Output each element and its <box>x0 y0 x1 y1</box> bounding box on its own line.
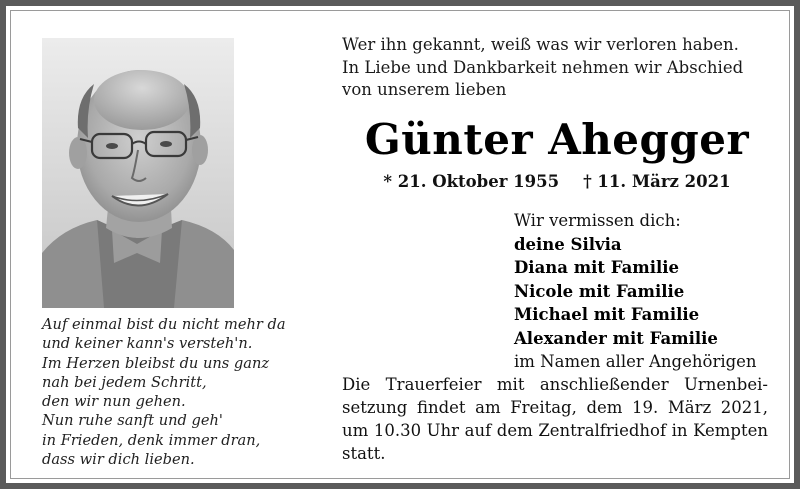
funeral-line: statt. <box>342 444 386 463</box>
portrait-photo <box>42 38 234 308</box>
portrait-illustration <box>42 38 234 308</box>
poem-line: Im Herzen bleibst du uns ganz <box>42 354 270 372</box>
death-date: † 11. März 2021 <box>583 172 731 191</box>
mourners-intro: Wir vermissen dich: <box>514 211 681 230</box>
mourner-name: Michael mit Familie <box>514 305 700 324</box>
intro-text <box>342 34 772 102</box>
mourners-closing: im Namen aller Angehörigen <box>514 352 757 371</box>
life-dates <box>342 171 772 193</box>
deceased-name: Günter Ahegger <box>364 115 750 164</box>
funeral-line: Die Trauerfeier mit anschließender Urnenbei- <box>342 375 768 394</box>
mourner-name: Diana mit Familie <box>514 258 680 277</box>
poem-line: dass wir dich lieben. <box>42 451 195 469</box>
poem-line: in Frieden, denk immer dran, <box>42 431 261 449</box>
birth-date: * 21. Oktober 1955 <box>383 172 560 191</box>
mourner-name: deine Silvia <box>514 234 622 254</box>
poem-line: und keiner kann's versteh'n. <box>42 335 253 353</box>
poem <box>42 315 302 469</box>
poem-line: nah bei jedem Schritt, <box>42 373 207 391</box>
intro-line: von unserem lieben <box>342 80 507 99</box>
intro-line: Wer ihn gekannt, weiß was wir verloren haben. <box>342 35 739 54</box>
funeral-notice <box>342 373 768 465</box>
mourner-name: Nicole mit Familie <box>514 281 685 301</box>
poem-line: Auf einmal bist du nicht mehr da <box>42 316 286 333</box>
poem-line: den wir nun gehen. <box>42 393 186 411</box>
mourner-name: Alexander mit Familie <box>514 328 718 348</box>
intro-line: In Liebe und Dankbarkeit nehmen wir Abschied <box>342 57 744 77</box>
funeral-line: um 10.30 Uhr auf dem Zentralfriedhof in Kempten <box>342 421 768 440</box>
mourners-list <box>514 209 784 374</box>
poem-line: Nun ruhe sanft und geh' <box>42 412 223 430</box>
funeral-line: setzung findet am Freitag, dem 19. März 2021, <box>342 398 768 417</box>
